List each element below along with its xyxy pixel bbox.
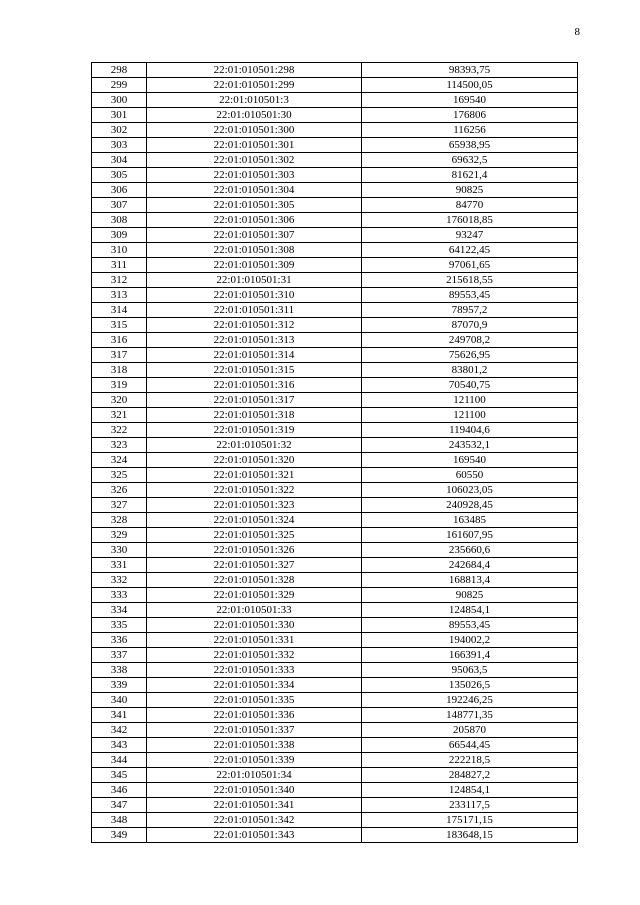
- row-number-cell: 345: [92, 768, 147, 783]
- cadastral-value-cell: 81621,4: [362, 168, 578, 183]
- row-number-cell: 335: [92, 618, 147, 633]
- row-number-cell: 301: [92, 108, 147, 123]
- table-row: [92, 348, 578, 363]
- cadastral-value-cell: 64122,45: [362, 243, 578, 258]
- cadastral-value-cell: 243532,1: [362, 438, 578, 453]
- table-row: [92, 378, 578, 393]
- cadastral-number-cell: 22:01:010501:337: [147, 723, 362, 738]
- cadastral-value-cell: 93247: [362, 228, 578, 243]
- cadastral-number-cell: 22:01:010501:3: [147, 93, 362, 108]
- cadastral-value-cell: 183648,15: [362, 828, 578, 843]
- cadastral-value-cell: 65938,95: [362, 138, 578, 153]
- table-row: [92, 333, 578, 348]
- cadastral-number-cell: 22:01:010501:331: [147, 633, 362, 648]
- row-number-cell: 310: [92, 243, 147, 258]
- table-row: [92, 708, 578, 723]
- cadastral-number-cell: 22:01:010501:316: [147, 378, 362, 393]
- table-row: [92, 303, 578, 318]
- table-row: [92, 603, 578, 618]
- cadastral-value-cell: 192246,25: [362, 693, 578, 708]
- cadastral-value-cell: 284827,2: [362, 768, 578, 783]
- cadastral-number-cell: 22:01:010501:343: [147, 828, 362, 843]
- table-row: [92, 198, 578, 213]
- cadastral-value-cell: 119404,6: [362, 423, 578, 438]
- cadastral-number-cell: 22:01:010501:336: [147, 708, 362, 723]
- cadastral-value-cell: 78957,2: [362, 303, 578, 318]
- cadastral-value-cell: 148771,35: [362, 708, 578, 723]
- row-number-cell: 333: [92, 588, 147, 603]
- row-number-cell: 336: [92, 633, 147, 648]
- cadastral-value-cell: 233117,5: [362, 798, 578, 813]
- row-number-cell: 313: [92, 288, 147, 303]
- cadastral-value-cell: 95063,5: [362, 663, 578, 678]
- row-number-cell: 311: [92, 258, 147, 273]
- table-row: [92, 738, 578, 753]
- cadastral-number-cell: 22:01:010501:304: [147, 183, 362, 198]
- cadastral-value-cell: 166391,4: [362, 648, 578, 663]
- cadastral-value-cell: 235660,6: [362, 543, 578, 558]
- row-number-cell: 323: [92, 438, 147, 453]
- cadastral-number-cell: 22:01:010501:323: [147, 498, 362, 513]
- cadastral-value-cell: 161607,95: [362, 528, 578, 543]
- cadastral-number-cell: 22:01:010501:317: [147, 393, 362, 408]
- cadastral-number-cell: 22:01:010501:330: [147, 618, 362, 633]
- cadastral-number-cell: 22:01:010501:31: [147, 273, 362, 288]
- row-number-cell: 304: [92, 153, 147, 168]
- cadastral-value-cell: 69632,5: [362, 153, 578, 168]
- cadastral-value-cell: 70540,75: [362, 378, 578, 393]
- row-number-cell: 337: [92, 648, 147, 663]
- table-row: [92, 108, 578, 123]
- cadastral-number-cell: 22:01:010501:326: [147, 543, 362, 558]
- cadastral-value-cell: 106023,05: [362, 483, 578, 498]
- cadastral-value-cell: 176018,85: [362, 213, 578, 228]
- table-row: [92, 288, 578, 303]
- table-row: [92, 408, 578, 423]
- table-row: [92, 633, 578, 648]
- row-number-cell: 325: [92, 468, 147, 483]
- cadastral-number-cell: 22:01:010501:333: [147, 663, 362, 678]
- table-row: [92, 453, 578, 468]
- table-row: [92, 63, 578, 78]
- table-row: [92, 228, 578, 243]
- cadastral-value-cell: 75626,95: [362, 348, 578, 363]
- table-row: [92, 273, 578, 288]
- table-row: [92, 528, 578, 543]
- row-number-cell: 331: [92, 558, 147, 573]
- row-number-cell: 321: [92, 408, 147, 423]
- row-number-cell: 340: [92, 693, 147, 708]
- table-row: [92, 768, 578, 783]
- table-row: [92, 828, 578, 843]
- row-number-cell: 330: [92, 543, 147, 558]
- table-row: [92, 93, 578, 108]
- table-row: [92, 693, 578, 708]
- table-row: [92, 573, 578, 588]
- row-number-cell: 349: [92, 828, 147, 843]
- row-number-cell: 328: [92, 513, 147, 528]
- cadastral-value-cell: 135026,5: [362, 678, 578, 693]
- cadastral-number-cell: 22:01:010501:307: [147, 228, 362, 243]
- table-row: [92, 468, 578, 483]
- cadastral-number-cell: 22:01:010501:313: [147, 333, 362, 348]
- table-row: [92, 543, 578, 558]
- row-number-cell: 305: [92, 168, 147, 183]
- table-row: [92, 213, 578, 228]
- table-body: [92, 63, 578, 843]
- row-number-cell: 324: [92, 453, 147, 468]
- row-number-cell: 303: [92, 138, 147, 153]
- cadastral-number-cell: 22:01:010501:328: [147, 573, 362, 588]
- cadastral-value-table: [91, 62, 578, 843]
- cadastral-value-cell: 98393,75: [362, 63, 578, 78]
- table-row: [92, 618, 578, 633]
- table-row: [92, 483, 578, 498]
- cadastral-number-cell: 22:01:010501:305: [147, 198, 362, 213]
- row-number-cell: 338: [92, 663, 147, 678]
- row-number-cell: 302: [92, 123, 147, 138]
- cadastral-number-cell: 22:01:010501:325: [147, 528, 362, 543]
- table-row: [92, 153, 578, 168]
- cadastral-number-cell: 22:01:010501:342: [147, 813, 362, 828]
- cadastral-value-cell: 60550: [362, 468, 578, 483]
- cadastral-value-cell: 169540: [362, 453, 578, 468]
- cadastral-number-cell: 22:01:010501:319: [147, 423, 362, 438]
- row-number-cell: 329: [92, 528, 147, 543]
- row-number-cell: 347: [92, 798, 147, 813]
- cadastral-number-cell: 22:01:010501:322: [147, 483, 362, 498]
- row-number-cell: 298: [92, 63, 147, 78]
- cadastral-value-cell: 90825: [362, 183, 578, 198]
- cadastral-number-cell: 22:01:010501:310: [147, 288, 362, 303]
- table-row: [92, 438, 578, 453]
- cadastral-number-cell: 22:01:010501:338: [147, 738, 362, 753]
- cadastral-value-cell: 83801,2: [362, 363, 578, 378]
- cadastral-number-cell: 22:01:010501:32: [147, 438, 362, 453]
- cadastral-number-cell: 22:01:010501:30: [147, 108, 362, 123]
- table-row: [92, 258, 578, 273]
- table-row: [92, 663, 578, 678]
- cadastral-number-cell: 22:01:010501:334: [147, 678, 362, 693]
- cadastral-value-cell: 124854,1: [362, 783, 578, 798]
- cadastral-number-cell: 22:01:010501:306: [147, 213, 362, 228]
- table-row: [92, 558, 578, 573]
- cadastral-value-cell: 240928,45: [362, 498, 578, 513]
- cadastral-number-cell: 22:01:010501:301: [147, 138, 362, 153]
- row-number-cell: 315: [92, 318, 147, 333]
- cadastral-number-cell: 22:01:010501:320: [147, 453, 362, 468]
- cadastral-value-cell: 90825: [362, 588, 578, 603]
- cadastral-value-cell: 84770: [362, 198, 578, 213]
- cadastral-value-cell: 194002,2: [362, 633, 578, 648]
- cadastral-value-cell: 121100: [362, 393, 578, 408]
- table-row: [92, 138, 578, 153]
- cadastral-number-cell: 22:01:010501:309: [147, 258, 362, 273]
- table-row: [92, 363, 578, 378]
- row-number-cell: 316: [92, 333, 147, 348]
- row-number-cell: 314: [92, 303, 147, 318]
- cadastral-value-cell: 97061,65: [362, 258, 578, 273]
- row-number-cell: 320: [92, 393, 147, 408]
- row-number-cell: 326: [92, 483, 147, 498]
- row-number-cell: 332: [92, 573, 147, 588]
- row-number-cell: 309: [92, 228, 147, 243]
- cadastral-value-cell: 116256: [362, 123, 578, 138]
- table-row: [92, 513, 578, 528]
- row-number-cell: 318: [92, 363, 147, 378]
- cadastral-number-cell: 22:01:010501:312: [147, 318, 362, 333]
- table-row: [92, 243, 578, 258]
- cadastral-value-cell: 222218,5: [362, 753, 578, 768]
- row-number-cell: 307: [92, 198, 147, 213]
- row-number-cell: 317: [92, 348, 147, 363]
- row-number-cell: 308: [92, 213, 147, 228]
- row-number-cell: 306: [92, 183, 147, 198]
- cadastral-number-cell: 22:01:010501:303: [147, 168, 362, 183]
- table-row: [92, 678, 578, 693]
- cadastral-value-cell: 215618,55: [362, 273, 578, 288]
- table-row: [92, 393, 578, 408]
- cadastral-value-cell: 163485: [362, 513, 578, 528]
- row-number-cell: 342: [92, 723, 147, 738]
- row-number-cell: 343: [92, 738, 147, 753]
- row-number-cell: 299: [92, 78, 147, 93]
- cadastral-number-cell: 22:01:010501:335: [147, 693, 362, 708]
- cadastral-value-cell: 87070,9: [362, 318, 578, 333]
- cadastral-number-cell: 22:01:010501:300: [147, 123, 362, 138]
- table-row: [92, 498, 578, 513]
- cadastral-number-cell: 22:01:010501:321: [147, 468, 362, 483]
- page-number: 8: [574, 26, 580, 38]
- cadastral-number-cell: 22:01:010501:327: [147, 558, 362, 573]
- row-number-cell: 344: [92, 753, 147, 768]
- cadastral-value-cell: 205870: [362, 723, 578, 738]
- table-row: [92, 588, 578, 603]
- table-row: [92, 813, 578, 828]
- cadastral-value-cell: 89553,45: [362, 618, 578, 633]
- cadastral-value-cell: 175171,15: [362, 813, 578, 828]
- row-number-cell: 341: [92, 708, 147, 723]
- row-number-cell: 312: [92, 273, 147, 288]
- cadastral-number-cell: 22:01:010501:308: [147, 243, 362, 258]
- table-row: [92, 753, 578, 768]
- row-number-cell: 339: [92, 678, 147, 693]
- row-number-cell: 300: [92, 93, 147, 108]
- cadastral-number-cell: 22:01:010501:339: [147, 753, 362, 768]
- cadastral-number-cell: 22:01:010501:298: [147, 63, 362, 78]
- row-number-cell: 319: [92, 378, 147, 393]
- cadastral-value-cell: 249708,2: [362, 333, 578, 348]
- cadastral-number-cell: 22:01:010501:318: [147, 408, 362, 423]
- cadastral-number-cell: 22:01:010501:324: [147, 513, 362, 528]
- cadastral-number-cell: 22:01:010501:329: [147, 588, 362, 603]
- cadastral-number-cell: 22:01:010501:340: [147, 783, 362, 798]
- table-row: [92, 168, 578, 183]
- cadastral-value-cell: 124854,1: [362, 603, 578, 618]
- cadastral-number-cell: 22:01:010501:302: [147, 153, 362, 168]
- row-number-cell: 327: [92, 498, 147, 513]
- cadastral-number-cell: 22:01:010501:311: [147, 303, 362, 318]
- row-number-cell: 334: [92, 603, 147, 618]
- table-row: [92, 783, 578, 798]
- cadastral-value-cell: 168813,4: [362, 573, 578, 588]
- table-row: [92, 423, 578, 438]
- cadastral-value-cell: 114500,05: [362, 78, 578, 93]
- table-row: [92, 648, 578, 663]
- cadastral-number-cell: 22:01:010501:315: [147, 363, 362, 378]
- row-number-cell: 346: [92, 783, 147, 798]
- cadastral-number-cell: 22:01:010501:34: [147, 768, 362, 783]
- cadastral-number-cell: 22:01:010501:299: [147, 78, 362, 93]
- table-row: [92, 318, 578, 333]
- cadastral-number-cell: 22:01:010501:341: [147, 798, 362, 813]
- table-row: [92, 123, 578, 138]
- cadastral-value-cell: 169540: [362, 93, 578, 108]
- table-row: [92, 183, 578, 198]
- cadastral-number-cell: 22:01:010501:314: [147, 348, 362, 363]
- cadastral-number-cell: 22:01:010501:332: [147, 648, 362, 663]
- row-number-cell: 322: [92, 423, 147, 438]
- table-row: [92, 78, 578, 93]
- cadastral-value-cell: 89553,45: [362, 288, 578, 303]
- cadastral-value-cell: 66544,45: [362, 738, 578, 753]
- cadastral-number-cell: 22:01:010501:33: [147, 603, 362, 618]
- cadastral-value-cell: 242684,4: [362, 558, 578, 573]
- table-row: [92, 798, 578, 813]
- row-number-cell: 348: [92, 813, 147, 828]
- cadastral-value-cell: 121100: [362, 408, 578, 423]
- cadastral-value-cell: 176806: [362, 108, 578, 123]
- table-row: [92, 723, 578, 738]
